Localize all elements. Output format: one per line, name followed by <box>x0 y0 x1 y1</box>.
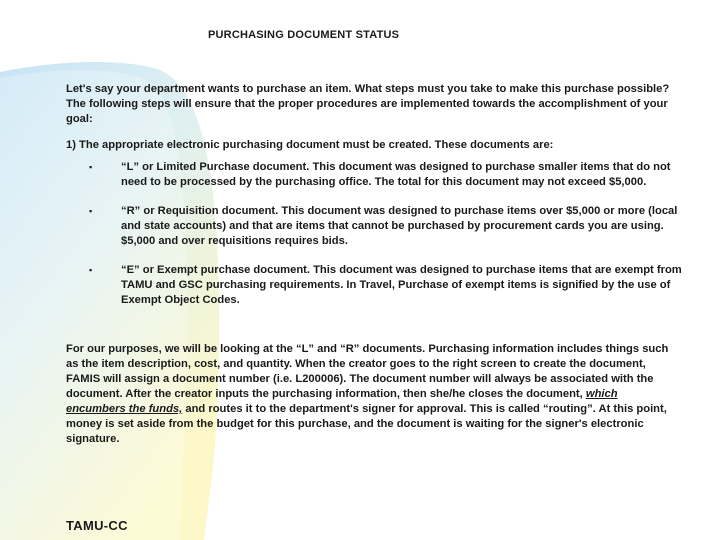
bullet-icon: ▪ <box>89 265 93 275</box>
bullet-icon: ▪ <box>89 162 93 172</box>
footer-logo-text: TAMU-CC <box>66 518 128 533</box>
purposes-text-start: For our purposes, we will be looking at the “L” and “R” documents. Purchasing information includes things such as the item description, cost, and quantity. When the creator goes to the right screen to create the document, FAMIS will assign a document number (i.e. L200006). The document number will always be associated with the document. After the creator inputs the purchasing information, then she/he closes the document, <box>66 343 669 400</box>
encumbers-funds-emphasis: which encumbers the funds, <box>66 388 618 415</box>
document-type-limited: “L” or Limited Purchase document. This document was designed to purchase smaller items that do not need to be processed by the purchasing office. The total for this document may not exceed $5,000. <box>121 161 671 188</box>
list-item <box>66 204 686 249</box>
purposes-paragraph <box>66 342 678 447</box>
bullet-icon: ▪ <box>89 206 93 216</box>
list-item <box>66 160 686 190</box>
slide-body <box>66 82 686 447</box>
document-type-exempt: “E” or Exempt purchase document. This document was designed to purchase items that are exempt from TAMU and GSC purchasing requirements. In Travel, Purchase of exempt items is signified by the use of Exempt Object Codes. <box>121 264 682 306</box>
step-1-heading: 1) The appropriate electronic purchasing document must be created. These documents are: <box>66 139 554 151</box>
document-types-list <box>66 160 686 308</box>
slide-title: PURCHASING DOCUMENT STATUS <box>208 29 400 41</box>
document-type-requisition: “R” or Requisition document. This document was designed to purchase items over $5,000 or more (local and state accounts) and that are items that cannot be purchased by procurement cards you are using. $5,000 and over requisitions requires bids. <box>121 205 678 247</box>
intro-paragraph: Let's say your department wants to purchase an item. What steps must you take to make this purchase possible? The following steps will ensure that the proper procedures are implemented towards the accomplishment of your goal: <box>66 83 670 125</box>
purposes-text-end: and routes it to the department's signer for approval. This is called “routing”. At this point, money is set aside from the budget for this purchase, and the document is waiting for the signer's electronic signature. <box>66 403 667 445</box>
list-item <box>66 263 686 308</box>
